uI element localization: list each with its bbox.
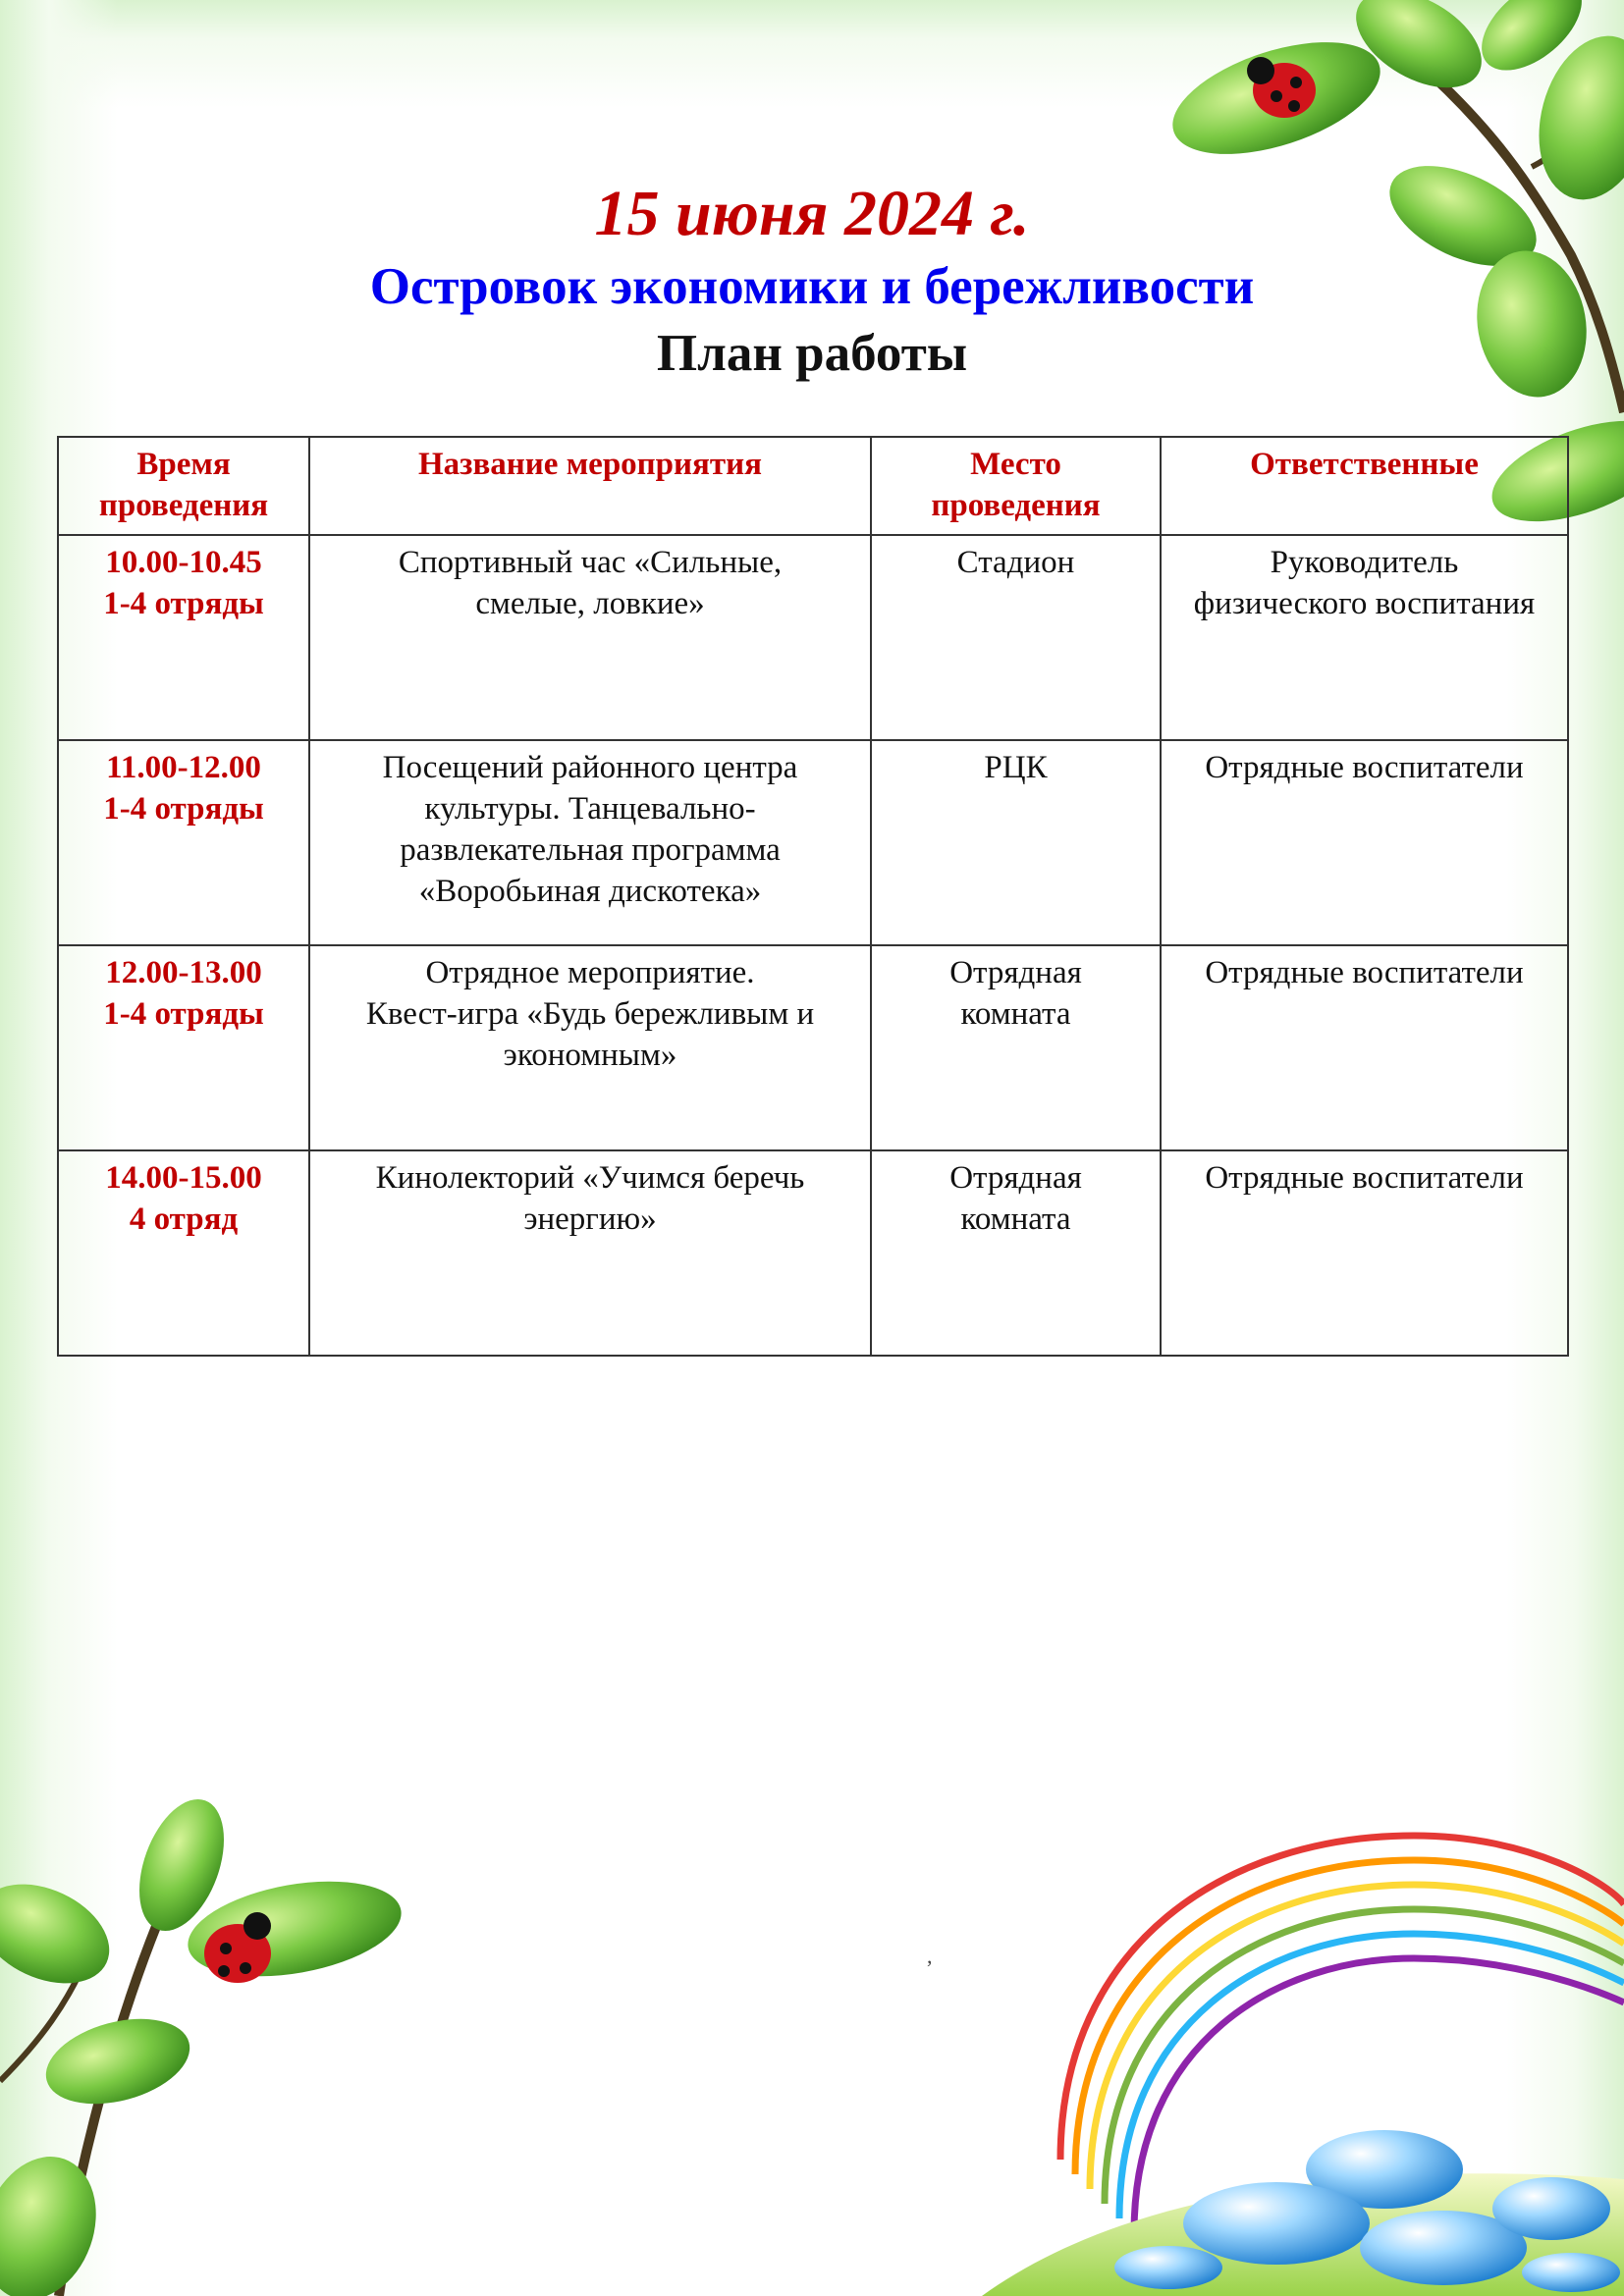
event-line: Квест-игра «Будь бережливым и: [365, 996, 815, 1032]
time-range: 10.00-10.45: [105, 545, 262, 580]
place-line: Отрядная: [949, 1160, 1082, 1196]
groups: 4 отряд: [129, 1201, 239, 1237]
col-header-line: Ответственные: [1250, 447, 1479, 482]
time-cell: [58, 945, 309, 1150]
responsible-cell: [1161, 740, 1568, 945]
event-line: культуры. Танцевально-: [424, 791, 756, 827]
responsible-cell: [1161, 945, 1568, 1150]
event-line: «Воробьиная дискотека»: [418, 874, 762, 909]
place-cell: [871, 1150, 1161, 1356]
table-row: [58, 535, 1568, 740]
col-header-line: Место: [970, 447, 1061, 482]
title-block: [0, 175, 1624, 387]
time-range: 11.00-12.00: [106, 750, 261, 785]
responsible-cell: [1161, 535, 1568, 740]
col-header-time: [58, 437, 309, 535]
time-cell: [58, 535, 309, 740]
time-range: 12.00-13.00: [105, 955, 262, 990]
event-cell: [309, 945, 871, 1150]
table-header-row: [58, 437, 1568, 535]
col-header-responsible: [1161, 437, 1568, 535]
stray-mark: ,: [927, 1944, 933, 1968]
event-line: Отрядное мероприятие.: [425, 955, 755, 990]
event-line: экономным»: [503, 1038, 677, 1073]
table-row: [58, 740, 1568, 945]
col-header-line: Время: [136, 447, 231, 482]
table-row: [58, 1150, 1568, 1356]
event-cell: [309, 535, 871, 740]
col-header-line: проведения: [931, 488, 1101, 523]
place-line: комната: [960, 996, 1071, 1032]
groups: 1-4 отряды: [103, 586, 264, 621]
col-header-line: проведения: [98, 488, 269, 523]
event-cell: [309, 740, 871, 945]
event-cell: [309, 1150, 871, 1356]
responsible-line: Руководитель: [1270, 545, 1459, 580]
time-cell: [58, 740, 309, 945]
table-row: [58, 945, 1568, 1150]
col-header-event: [309, 437, 871, 535]
event-line: смелые, ловкие»: [475, 586, 705, 621]
groups: 1-4 отряды: [103, 791, 264, 827]
event-line: Кинолекторий «Учимся беречь: [375, 1160, 805, 1196]
place-cell: [871, 945, 1161, 1150]
responsible-line: Отрядные воспитатели: [1205, 1160, 1524, 1196]
event-line: развлекательная программа: [400, 832, 781, 868]
event-line: Посещений районного центра: [382, 750, 798, 785]
page-subtitle: Островок экономики и бережливости: [369, 258, 1255, 315]
event-line: Спортивный час «Сильные,: [398, 545, 783, 580]
col-header-line: Название мероприятия: [418, 447, 762, 482]
time-cell: [58, 1150, 309, 1356]
schedule-table: [57, 436, 1569, 1357]
col-header-place: [871, 437, 1161, 535]
place-cell: [871, 740, 1161, 945]
groups: 1-4 отряды: [103, 996, 264, 1032]
leaf-branch-icon: [0, 1788, 408, 2296]
place-line: РЦК: [984, 750, 1048, 785]
place-line: комната: [960, 1201, 1071, 1237]
responsible-line: физического воспитания: [1193, 586, 1536, 621]
responsible-line: Отрядные воспитатели: [1205, 750, 1524, 785]
place-line: Стадион: [956, 545, 1075, 580]
time-range: 14.00-15.00: [105, 1160, 262, 1196]
responsible-line: Отрядные воспитатели: [1205, 955, 1524, 990]
place-line: Отрядная: [949, 955, 1082, 990]
place-cell: [871, 535, 1161, 740]
event-line: энергию»: [523, 1201, 657, 1237]
date-title: 15 июня 2024 г.: [594, 178, 1030, 249]
responsible-cell: [1161, 1150, 1568, 1356]
page-title: План работы: [656, 325, 968, 382]
